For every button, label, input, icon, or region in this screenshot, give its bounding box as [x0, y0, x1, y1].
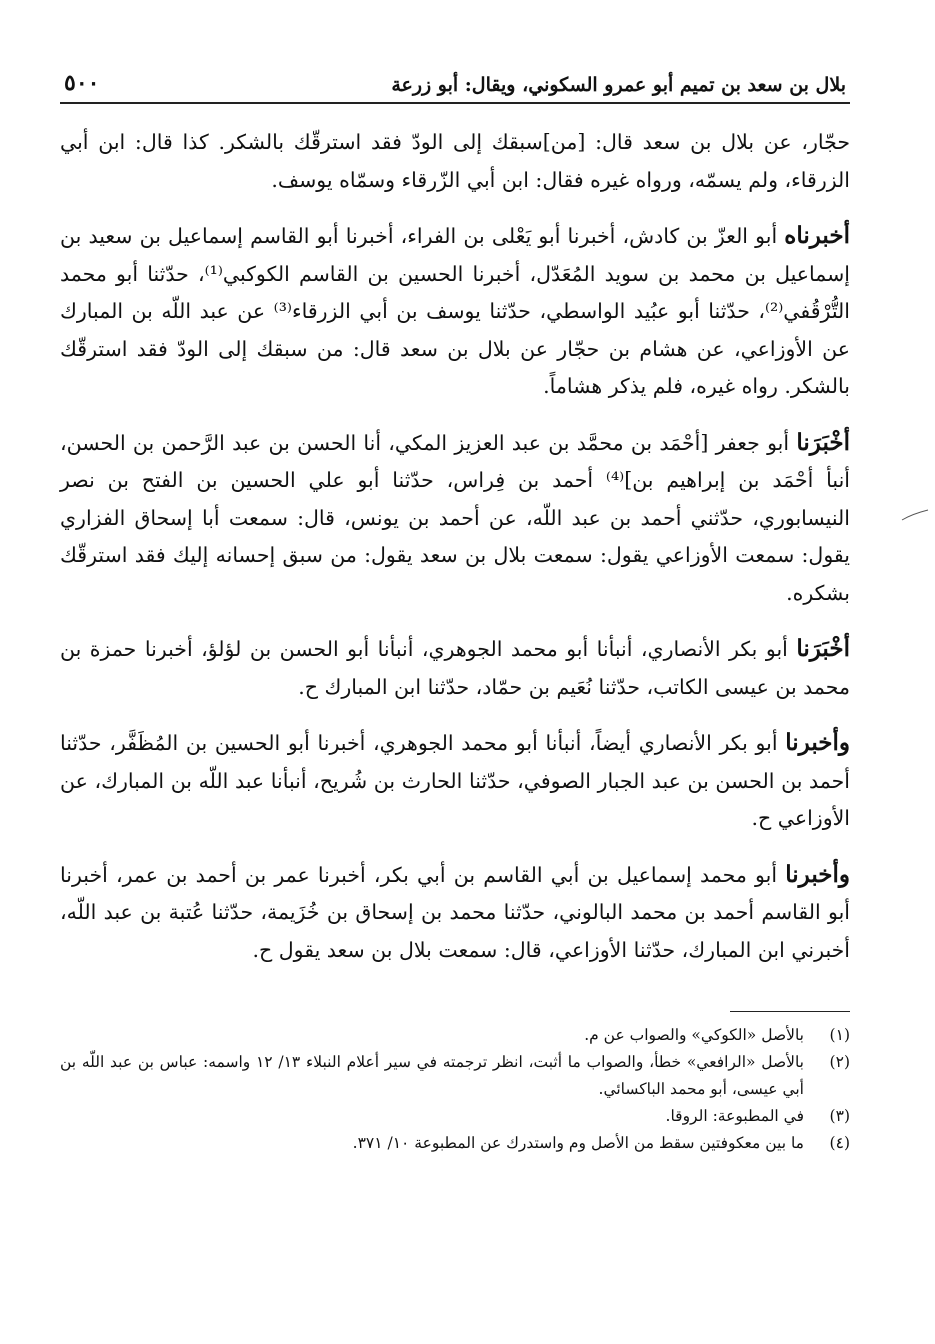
book-page	[60, 60, 850, 1157]
paragraph-2	[60, 217, 850, 406]
paragraph-text: أبو جعفر [أحْمَد بن محمَّد بن عبد العزيز المكي، أنا الحسن بن عبد الرَّحمن بن الحسن، أنبأ أحْمَد بن إبراهيم بن]⁽⁴⁾ أحمد بن فِراس، حدّثنا أبو علي الحسين بن الفتح بن نصر النيسابوري، حدّثني أحمد بن عبد اللّه، عن أحمد بن يونس، قال: سمعت أبا إسحاق الفزاري يقول: سمعت الأوزاعي يقول: سمعت بلال بن سعد يقول: من سبق إحسانه إليك فقد استرقّك بشكره.	[60, 430, 850, 605]
footnote-number: (٢)	[829, 1053, 850, 1071]
paragraph-text: أبو العزّ بن كادش، أخبرنا أبو يَعْلى بن الفراء، أخبرنا أبو القاسم إسماعيل بن سعيد بن إسماعيل بن محمد بن سويد المُعَدّل، أخبرنا الحسين بن القاسم الكوكبي⁽¹⁾، حدّثنا أبو محمد التُّرْقُفي⁽²⁾، حدّثنا أبو عبُيد الواسطي، حدّثنا يوسف بن أبي الزرقاء⁽³⁾ عن عبد اللّه بن المبارك عن الأوزاعي، عن هشام بن حجّار عن بلال بن سعد قال: من سبقك إلى الودّ فقد استرقّك بالشكر. رواه غيره، فلم يذكر هشاماً.	[60, 224, 851, 398]
pencil-mark-icon	[900, 508, 930, 522]
footnote	[60, 1022, 850, 1049]
footnote-text: بالأصل «الرافعي» خطأ، والصواب ما أثبت، انظر ترجمته في سير أعلام النبلاء ١٣/ ١٢ واسمه: عباس بن عبد اللّه بن أبي عيسى، أبو محمد الباكسائي.	[60, 1053, 804, 1098]
footnote-number: (٣)	[829, 1107, 850, 1125]
paragraph-6	[60, 856, 850, 970]
page-header	[60, 60, 850, 104]
paragraph-lead: أخبرناه	[784, 222, 850, 249]
running-title: بلال بن سعد بن تميم أبو عمرو السكوني، ويقال: أبو زرعة	[391, 74, 846, 96]
paragraph-lead: وأخبرنا	[785, 729, 850, 756]
paragraph-3	[60, 424, 850, 613]
paragraph-lead: أخْبَرَنا	[796, 428, 850, 456]
footnote-number: (٤)	[829, 1134, 850, 1152]
paragraph-text: أبو محمد إسماعيل بن أبي القاسم بن أبي بكر، أخبرنا عمر بن أحمد بن عمر، أخبرنا أبو القاسم أحمد بن محمد البالوني، حدّثنا محمد بن إسحاق بن خُزَيمة، حدّثنا عُتبة بن عبد اللّه، أخبرني ابن المبارك، حدّثنا الأوزاعي، قال: سمعت بلال بن سعد يقول ح.	[60, 862, 850, 962]
paragraph-lead: أخْبَرَنا	[796, 635, 850, 662]
paragraph-4	[60, 630, 850, 706]
footnote-separator	[730, 1011, 850, 1012]
paragraph-text: أبو بكر الأنصاري أيضاً، أنبأنا أبو محمد الجوهري، أخبرنا أبو الحسين بن المُظَفَّر، حدّثنا أحمد بن الحسن بن عبد الجبار الصوفي، حدّثنا الحارث بن شُريح، أنبأنا عبد اللّه بن المبارك، عن الأوزاعي ح.	[60, 731, 850, 830]
main-text	[60, 124, 850, 969]
paragraph-lead: وأخبرنا	[785, 860, 850, 888]
footnote-text: بالأصل «الكوكي» والصواب عن م.	[584, 1026, 804, 1044]
paragraph-5	[60, 724, 850, 838]
footnote	[60, 1103, 850, 1130]
footnote-text: ما بين معكوفتين سقط من الأصل وم واستدرك عن المطبوعة ١٠/ ٣٧١.	[352, 1134, 804, 1152]
paragraph-text: أبو بكر الأنصاري، أنبأنا أبو محمد الجوهري، أنبأنا أبو الحسن بن لؤلؤ، أخبرنا حمزة بن محمد بن عيسى الكاتب، حدّثنا نُعَيم بن حمّاد، حدّثنا ابن المبارك ح.	[60, 637, 850, 699]
footnote-number: (١)	[829, 1026, 850, 1044]
paragraph-text: حجّار، عن بلال بن سعد قال: [من]سبقك إلى الودّ فقد استرقّك بالشكر. كذا قال: ابن أبي الزرقاء، ولم يسمّه، ورواه غيره فقال: ابن أبي الزّرقاء وسمّاه يوسف.	[60, 130, 850, 192]
footnote-text: في المطبوعة: الروقا.	[665, 1107, 804, 1125]
paragraph-1	[60, 124, 850, 199]
footnotes	[60, 1022, 850, 1157]
page-number: ٥٠٠	[64, 70, 100, 96]
footnote	[60, 1049, 850, 1103]
footnote	[60, 1130, 850, 1157]
